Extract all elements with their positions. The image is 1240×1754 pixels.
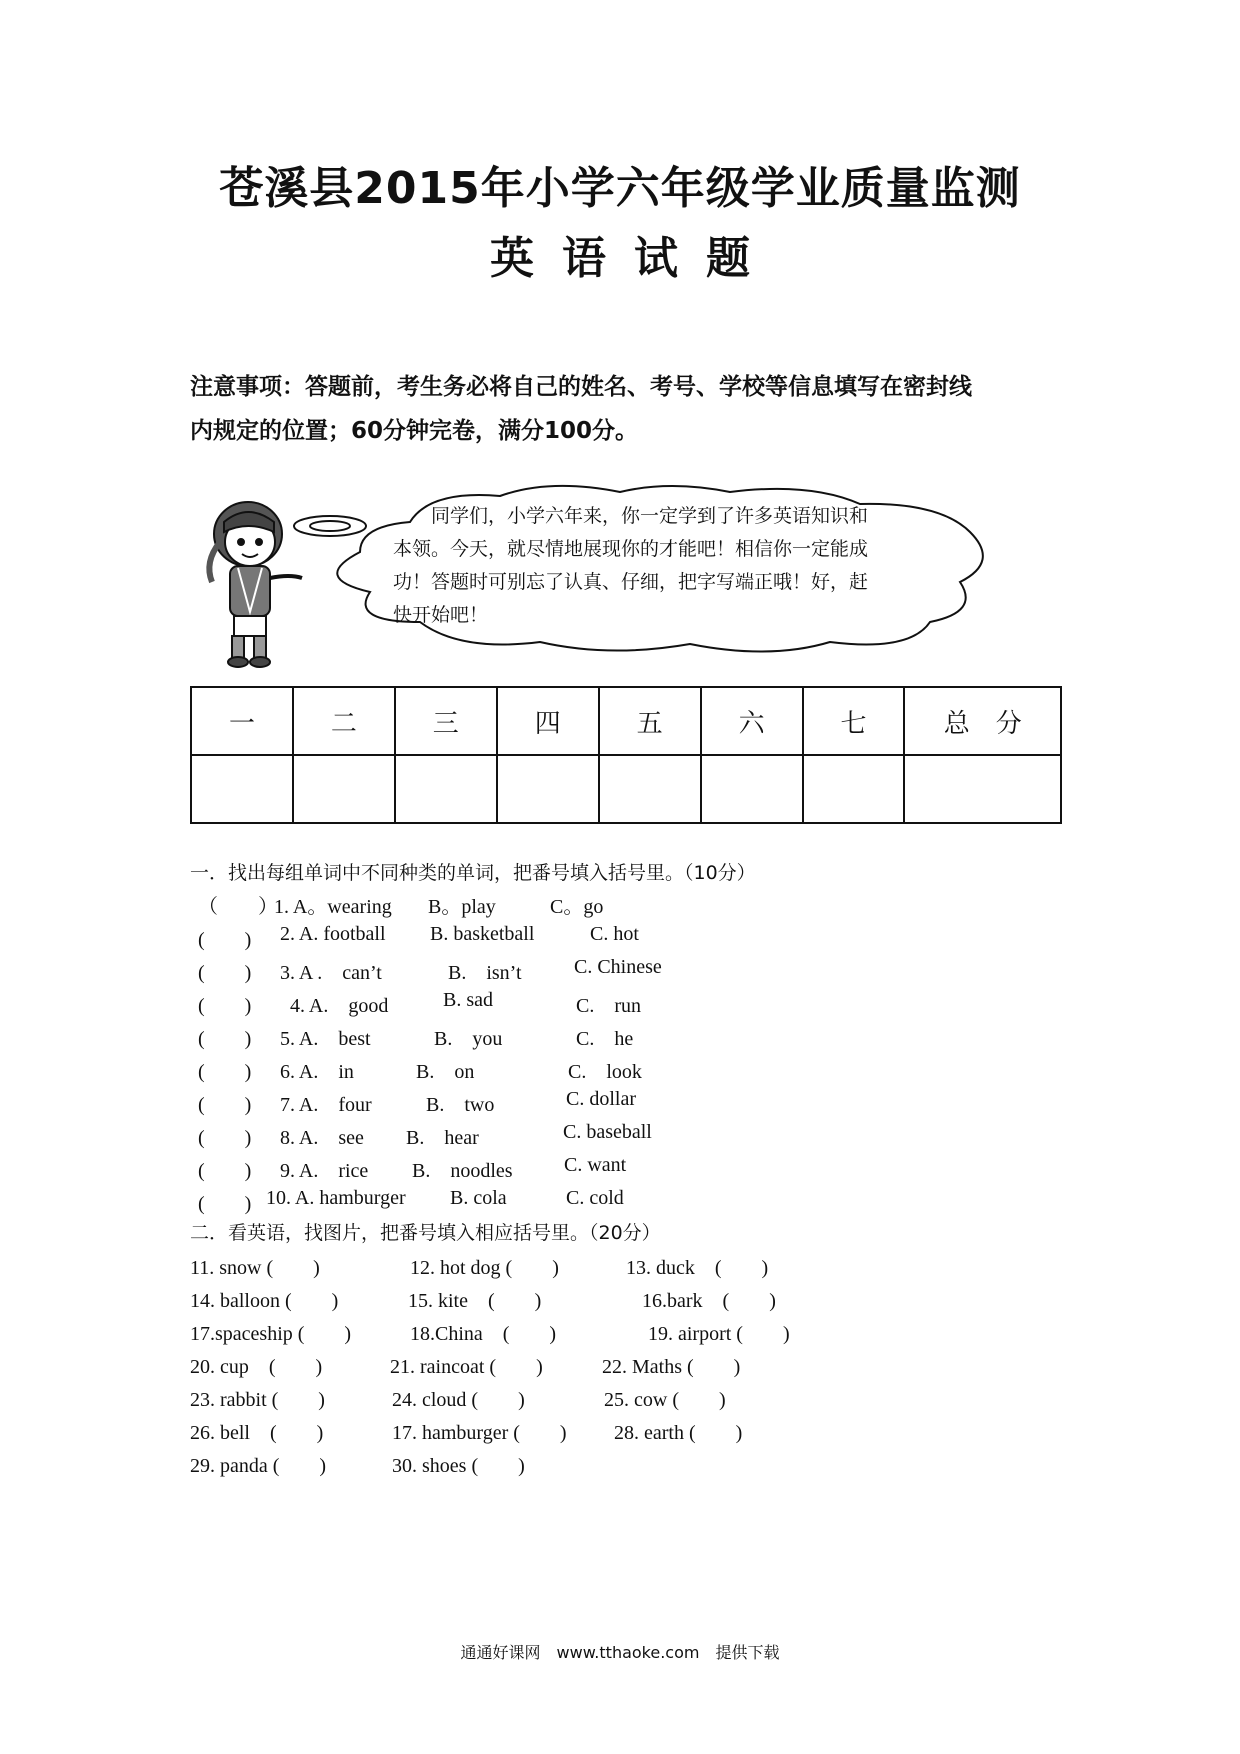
score-entry-cell[interactable] xyxy=(497,755,599,823)
bubble-line-3: 功！答题时可别忘了认真、仔细，把字写端正哦！好，赶 xyxy=(393,571,869,593)
score-entry-cell[interactable] xyxy=(701,755,803,823)
option-c: C. hot xyxy=(590,923,639,945)
score-table-header-row xyxy=(191,687,1061,755)
option-a: 2. A. football xyxy=(280,923,386,945)
section1-title: 一．找出每组单词中不同种类的单词，把番号填入括号里。（10分） xyxy=(190,862,756,884)
option-c: C. Chinese xyxy=(574,956,662,978)
option-c: C. want xyxy=(564,1154,627,1176)
option-b: B. on xyxy=(416,1061,475,1083)
answer-paren[interactable]: ( ) xyxy=(198,962,252,984)
vocab-item: 19. airport ( ) xyxy=(648,1323,790,1345)
vocab-item: 30. shoes ( ) xyxy=(392,1455,525,1477)
answer-paren[interactable]: ( ) xyxy=(198,1061,252,1083)
answer-paren[interactable]: ( ) xyxy=(198,995,252,1017)
option-c: C. baseball xyxy=(563,1121,652,1143)
answer-paren[interactable]: （ ） xyxy=(198,896,278,918)
score-table xyxy=(190,686,1062,824)
option-c: C. cold xyxy=(566,1187,624,1209)
option-a: 5. A. best xyxy=(280,1028,371,1050)
score-entry-cell[interactable] xyxy=(395,755,497,823)
bubble-line-1: 同学们，小学六年来，你一定学到了许多英语知识和 xyxy=(431,505,869,527)
notice-line-1: 注意事项：答题前，考生务必将自己的姓名、考号、学校等信息填写在密封线 xyxy=(190,374,972,400)
option-b: B. two xyxy=(426,1094,495,1116)
answer-paren[interactable]: ( ) xyxy=(198,1160,252,1182)
vocab-item: 25. cow ( ) xyxy=(604,1389,726,1411)
vocab-item: 28. earth ( ) xyxy=(614,1422,743,1444)
option-b: B. basketball xyxy=(430,923,535,945)
vocab-item: 12. hot dog ( ) xyxy=(410,1257,559,1279)
vocab-item: 29. panda ( ) xyxy=(190,1455,327,1477)
answer-paren[interactable]: ( ) xyxy=(198,1028,252,1050)
option-b: B。play xyxy=(428,896,496,918)
answer-paren[interactable]: ( ) xyxy=(198,929,252,951)
option-a: 6. A. in xyxy=(280,1061,354,1083)
bubble-line-2: 本领。今天，就尽情地展现你的才能吧！相信你一定能成 xyxy=(393,538,869,560)
option-c: C. look xyxy=(568,1061,642,1083)
option-a: 3. A . can’t xyxy=(280,962,382,984)
score-header-cell: 五 xyxy=(599,687,701,755)
score-header-cell: 四 xyxy=(497,687,599,755)
answer-paren[interactable]: ( ) xyxy=(198,1094,252,1116)
vocab-item: 17. hamburger ( ) xyxy=(392,1422,567,1444)
vocab-item: 11. snow ( ) xyxy=(190,1257,320,1279)
option-b: B. sad xyxy=(443,989,493,1011)
option-c: C. he xyxy=(576,1028,634,1050)
vocab-item: 16.bark ( ) xyxy=(642,1290,776,1312)
vocab-item: 20. cup ( ) xyxy=(190,1356,323,1378)
option-c: C。go xyxy=(550,896,604,918)
option-c: C. run xyxy=(576,995,641,1017)
vocab-item: 15. kite ( ) xyxy=(408,1290,542,1312)
answer-paren[interactable]: ( ) xyxy=(198,1193,252,1215)
score-entry-cell[interactable] xyxy=(599,755,701,823)
score-header-cell: 六 xyxy=(701,687,803,755)
vocab-item: 23. rabbit ( ) xyxy=(190,1389,325,1411)
vocab-item: 17.spaceship ( ) xyxy=(190,1323,352,1345)
option-a: 10. A. hamburger xyxy=(266,1187,406,1209)
option-a: 4. A. good xyxy=(290,995,389,1017)
score-header-cell: 七 xyxy=(803,687,905,755)
score-entry-cell-total[interactable] xyxy=(904,755,1061,823)
bubble-line-4: 快开始吧！ xyxy=(393,604,489,626)
section2-title: 二．看英语，找图片，把番号填入相应括号里。（20分） xyxy=(190,1222,661,1244)
score-entry-cell[interactable] xyxy=(803,755,905,823)
vocab-item: 14. balloon ( ) xyxy=(190,1290,339,1312)
score-header-cell-total: 总 分 xyxy=(904,687,1061,755)
option-a: 8. A. see xyxy=(280,1127,364,1149)
vocab-item: 13. duck ( ) xyxy=(626,1257,769,1279)
vocab-item: 24. cloud ( ) xyxy=(392,1389,525,1411)
score-header-cell: 二 xyxy=(293,687,395,755)
score-header-cell: 三 xyxy=(395,687,497,755)
option-b: B. noodles xyxy=(412,1160,513,1182)
exam-title: 苍溪县2015年小学六年级学业质量监测 xyxy=(219,163,1021,214)
score-header-cell: 一 xyxy=(191,687,293,755)
vocab-item: 22. Maths ( ) xyxy=(602,1356,741,1378)
score-table-entry-row xyxy=(191,755,1061,823)
score-entry-cell[interactable] xyxy=(191,755,293,823)
option-b: B. you xyxy=(434,1028,503,1050)
exam-subtitle: 英语试题 xyxy=(490,233,778,284)
option-b: B. cola xyxy=(450,1187,507,1209)
notice-line-2: 内规定的位置；60分钟完卷，满分100分。 xyxy=(190,418,639,444)
notice xyxy=(190,365,1070,453)
vocab-item: 26. bell ( ) xyxy=(190,1422,324,1444)
option-b: B. hear xyxy=(406,1127,479,1149)
bubble-text xyxy=(393,500,958,632)
option-a: 7. A. four xyxy=(280,1094,372,1116)
vocab-item: 18.China ( ) xyxy=(410,1323,557,1345)
option-a: 1. A。wearing xyxy=(274,896,392,918)
option-a: 9. A. rice xyxy=(280,1160,369,1182)
vocab-item: 21. raincoat ( ) xyxy=(390,1356,543,1378)
score-entry-cell[interactable] xyxy=(293,755,395,823)
option-b: B. isn’t xyxy=(448,962,522,984)
option-c: C. dollar xyxy=(566,1088,636,1110)
footer: 通通好课网 www.tthaoke.com 提供下载 xyxy=(460,1643,780,1662)
answer-paren[interactable]: ( ) xyxy=(198,1127,252,1149)
